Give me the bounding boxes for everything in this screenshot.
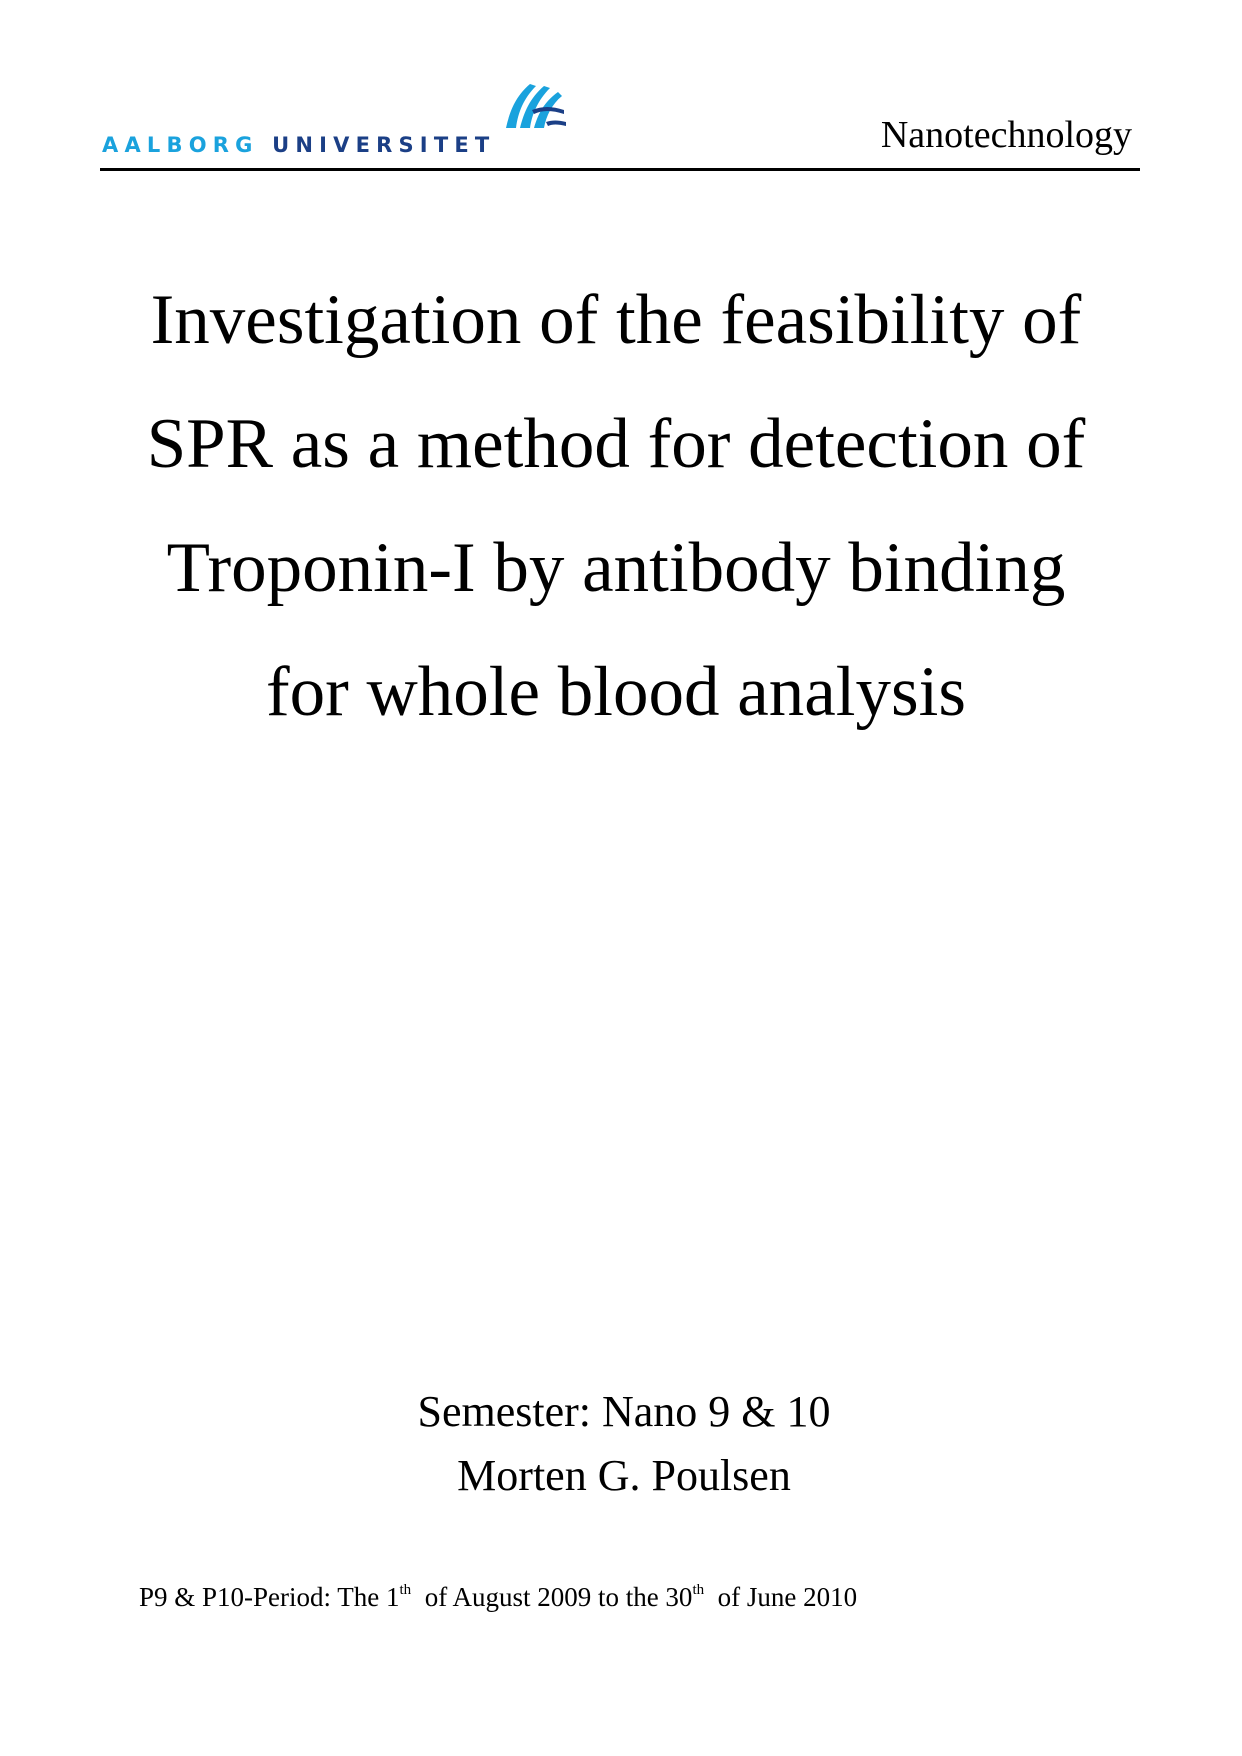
period-line [139,1584,857,1611]
department-label: Nanotechnology [880,114,1132,156]
author-name: Morten G. Poulsen [457,1451,791,1500]
period-prefix: P9 & P10-Period: The 1 [139,1582,400,1612]
title-line-4: for whole blood analysis [265,653,966,731]
period-sup-1: th [399,1582,412,1598]
title-line-3: Troponin-I by antibody binding [166,529,1066,607]
period-middle: of August 2009 to the 30 [417,1582,693,1612]
period-suffix: of June 2010 [710,1582,858,1612]
report-meta [364,1380,884,1508]
page-header [100,70,1140,172]
report-title [80,258,1152,754]
wordmark-aalborg: AALBORG [102,133,259,157]
semester-label: Semester: Nano 9 & 10 [417,1387,831,1436]
aalborg-waves-logo-icon [502,80,568,130]
wordmark-universitet: UNIVERSITET [272,133,496,157]
header-rule [100,168,1140,171]
period-sup-2: th [692,1582,705,1598]
university-wordmark [102,135,495,156]
title-line-1: Investigation of the feasibility of [150,281,1082,359]
title-line-2: SPR as a method for detection of [146,405,1086,483]
